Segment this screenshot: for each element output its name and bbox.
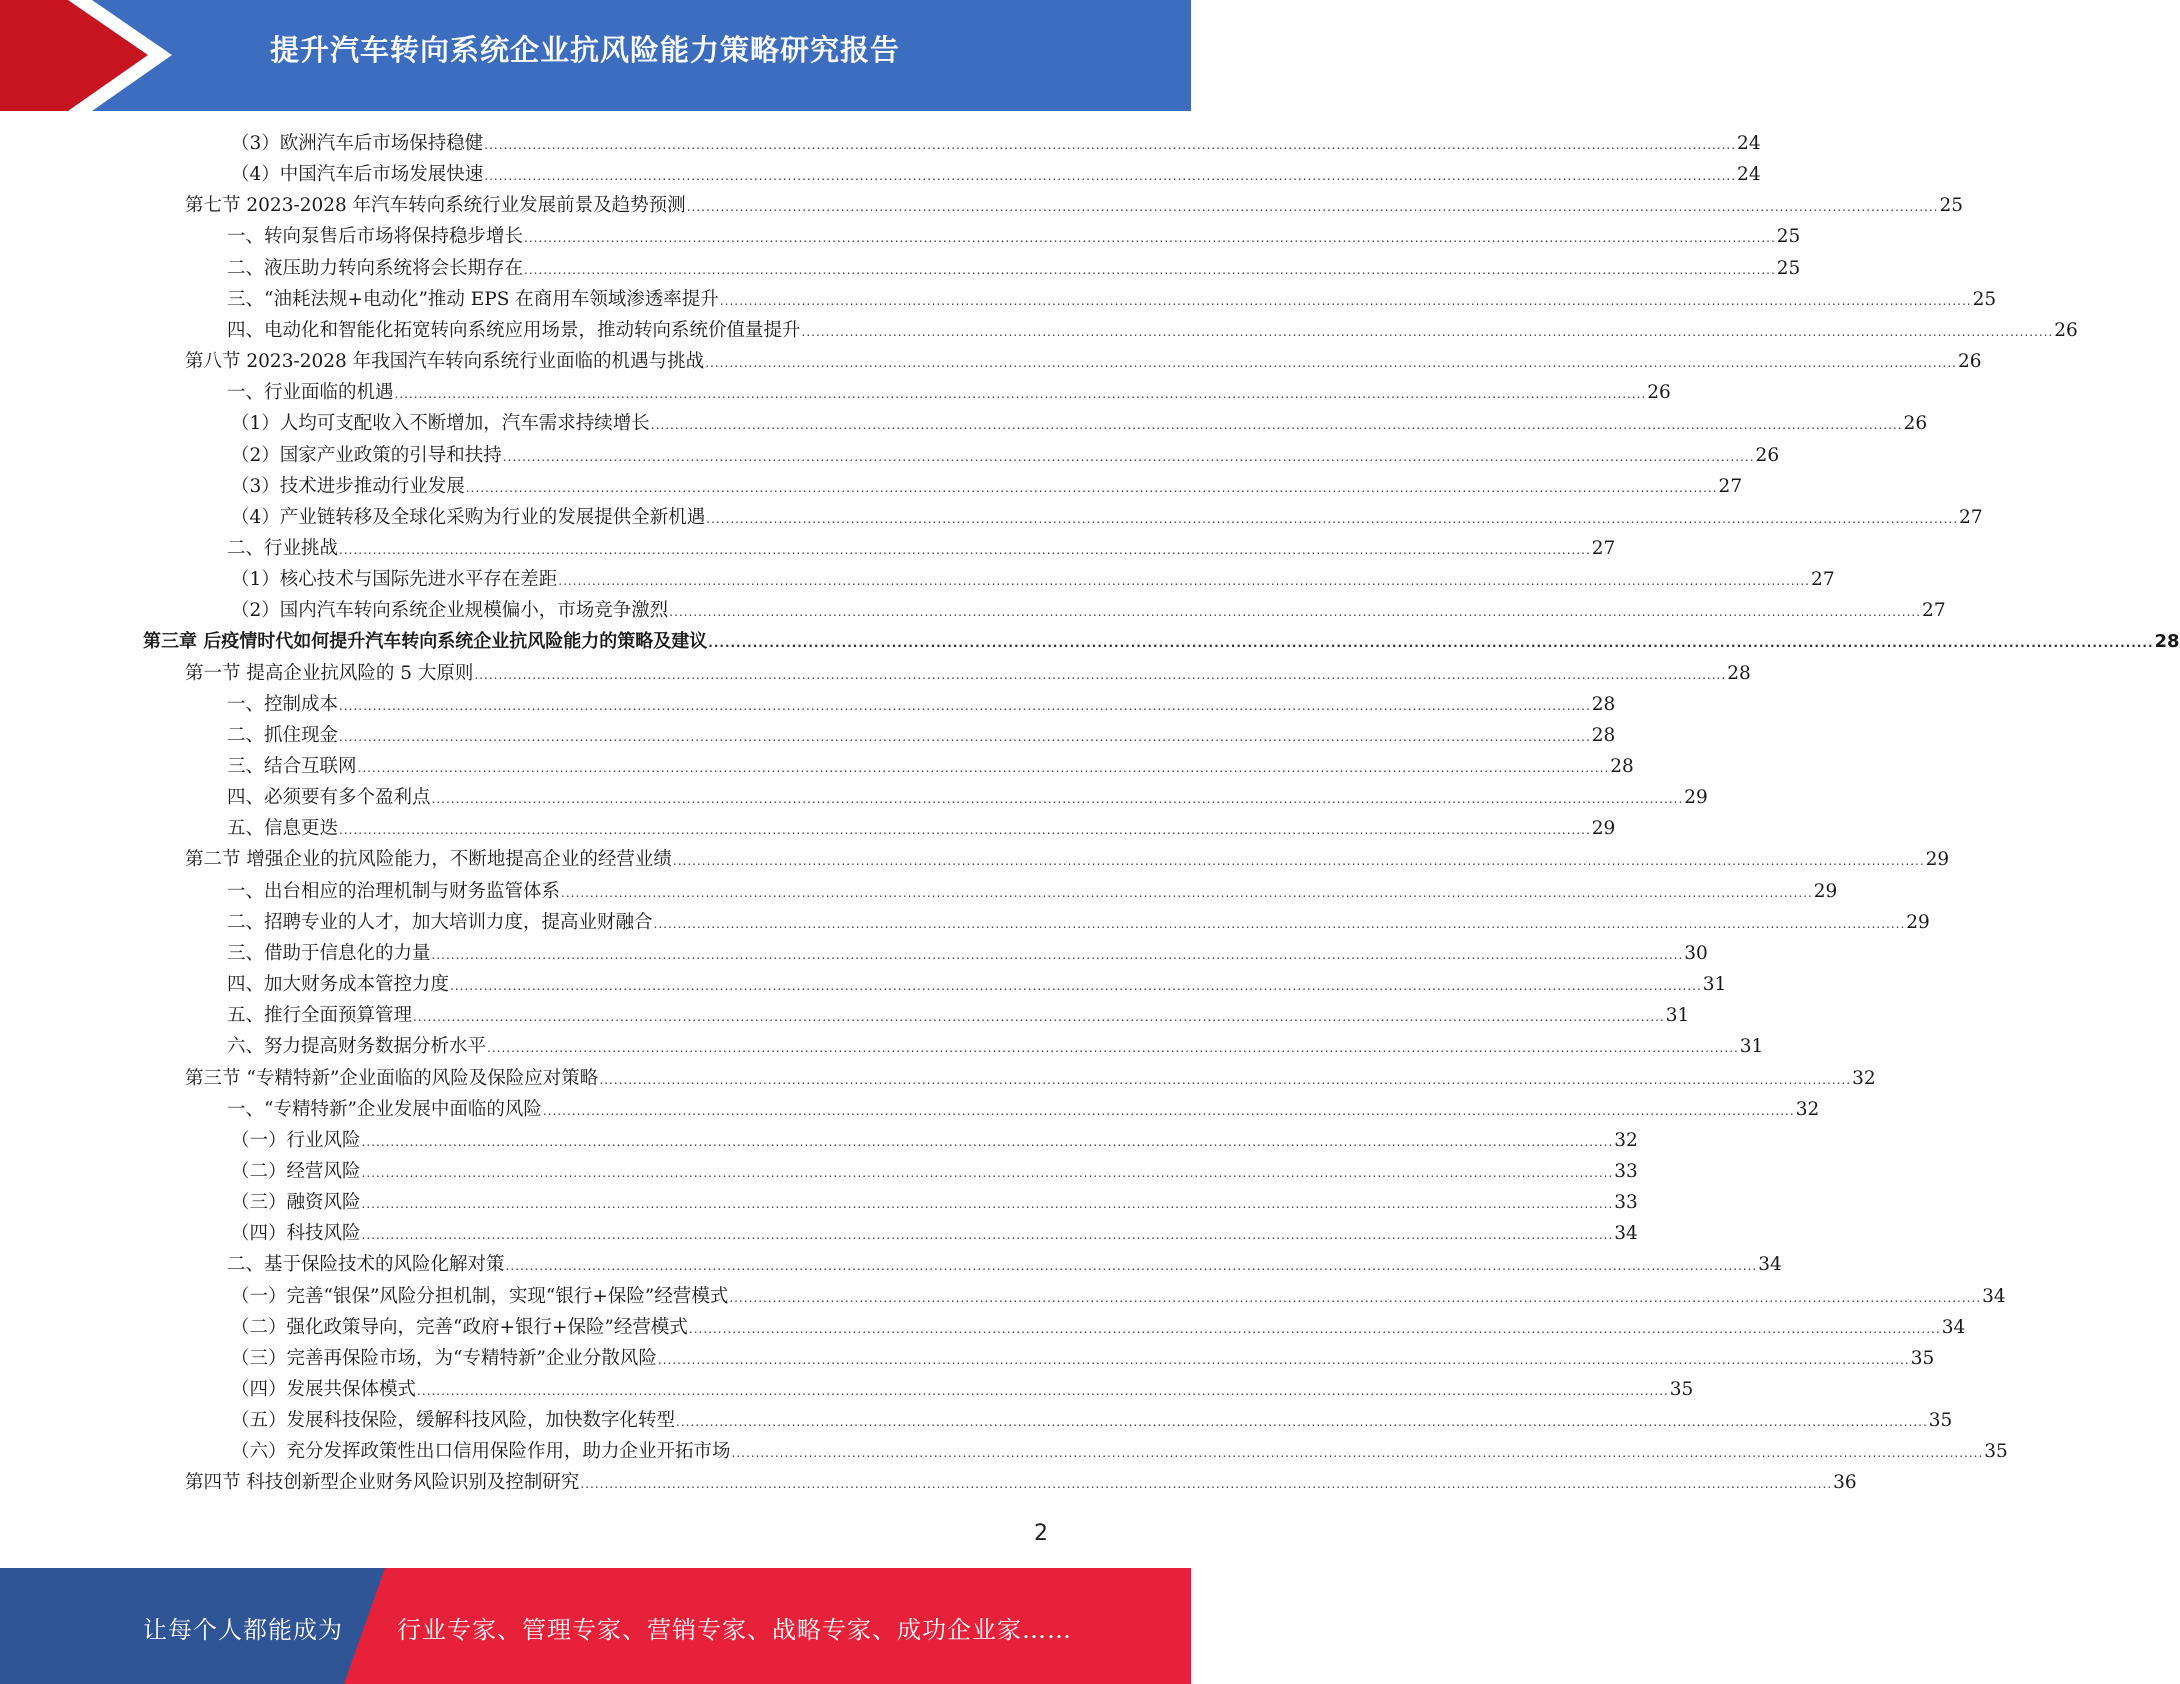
- toc-dot-leader: ....................................................................................................................................................................................................................................................................: [339, 698, 1591, 713]
- toc-entry-page: 26: [1903, 413, 1928, 435]
- toc-entry-page: 32: [1614, 1129, 1638, 1151]
- toc-entry-title: 一、行业面临的机遇: [227, 382, 394, 404]
- toc-entry-title: （四）科技风险: [231, 1223, 361, 1245]
- toc-entry[interactable]: [185, 190, 1963, 221]
- toc-entry-title: 一、控制成本: [227, 693, 339, 715]
- toc-entry[interactable]: [231, 471, 1743, 502]
- toc-entry[interactable]: [227, 969, 1727, 1000]
- toc-dot-leader: ....................................................................................................................................................................................................................................................................: [558, 574, 1811, 589]
- toc-dot-leader: ....................................................................................................................................................................................................................................................................: [731, 1446, 1984, 1461]
- toc-entry-title: （2）国内汽车转向系统企业规模偏小，市场竞争激烈: [231, 600, 669, 622]
- toc-entry-page: 33: [1614, 1192, 1638, 1214]
- toc-entry-title: 六、努力提高财务数据分析水平: [227, 1036, 487, 1058]
- toc-entry-title: （六）充分发挥政策性出口信用保险作用，助力企业开拓市场: [231, 1441, 731, 1463]
- toc-dot-leader: ....................................................................................................................................................................................................................................................................: [801, 324, 2054, 339]
- toc-entry-page: 31: [1702, 974, 1727, 996]
- toc-entry-title: （4）产业链转移及全球化采购为行业的发展提供全新机遇: [231, 506, 706, 528]
- toc-dot-leader: ....................................................................................................................................................................................................................................................................: [561, 885, 1813, 900]
- toc-entry[interactable]: [185, 1467, 1857, 1498]
- toc-dot-leader: ....................................................................................................................................................................................................................................................................: [653, 916, 1906, 931]
- toc-entry-title: （三）融资风险: [231, 1192, 361, 1214]
- toc-entry[interactable]: [227, 907, 1930, 938]
- toc-entry-title: 五、推行全面预算管理: [227, 1005, 413, 1027]
- toc-entry-title: 一、“专精特新”企业发展中面临的风险: [227, 1098, 542, 1120]
- toc-entry[interactable]: [231, 1218, 1638, 1249]
- toc-entry[interactable]: [227, 253, 1801, 284]
- toc-entry-page: 26: [2054, 319, 2078, 341]
- toc-dot-leader: ....................................................................................................................................................................................................................................................................: [729, 1290, 1982, 1305]
- toc-dot-leader: ....................................................................................................................................................................................................................................................................: [474, 667, 1727, 682]
- toc-entry-page: 35: [1669, 1379, 1694, 1400]
- toc-entry[interactable]: [227, 876, 1838, 907]
- toc-entry-title: 四、加大财务成本管控力度: [227, 974, 450, 996]
- toc-entry-page: 27: [1811, 569, 1835, 591]
- toc-entry[interactable]: [227, 377, 1671, 408]
- toc-entry-page: 25: [1776, 257, 1801, 279]
- toc-entry-page: 25: [1776, 226, 1801, 248]
- toc-dot-leader: ....................................................................................................................................................................................................................................................................: [361, 1228, 1614, 1243]
- toc-entry-page: 26: [1755, 444, 1780, 466]
- toc-entry-page: 29: [1906, 911, 1930, 933]
- toc-dot-leader: ....................................................................................................................................................................................................................................................................: [505, 1259, 1758, 1274]
- toc-entry-page: 29: [1591, 818, 1616, 840]
- toc-entry[interactable]: [227, 1249, 1782, 1280]
- page-number: 2: [1034, 1521, 1048, 1546]
- toc-entry[interactable]: [231, 1374, 1694, 1405]
- toc-entry-page: 26: [1957, 351, 1982, 373]
- toc-dot-leader: ....................................................................................................................................................................................................................................................................: [669, 605, 1922, 620]
- toc-entry[interactable]: [143, 626, 2180, 657]
- toc-dot-leader: ....................................................................................................................................................................................................................................................................: [450, 979, 1702, 994]
- toc-entry[interactable]: [185, 844, 1950, 875]
- toc-dot-leader: ....................................................................................................................................................................................................................................................................: [361, 1134, 1614, 1149]
- toc-entry[interactable]: [231, 502, 1983, 533]
- toc-dot-leader: ....................................................................................................................................................................................................................................................................: [650, 418, 1903, 433]
- toc-entry-title: （3）欧洲汽车后市场保持稳健: [231, 133, 484, 154]
- toc-dot-leader: ....................................................................................................................................................................................................................................................................: [361, 1197, 1614, 1212]
- toc-entry-title: 第八节 2023-2028 年我国汽车转向系统行业面临的机遇与挑战: [185, 351, 705, 373]
- toc-entry-title: （3）技术进步推动行业发展: [231, 475, 465, 497]
- toc-entry-page: 34: [1982, 1285, 2006, 1307]
- toc-entry[interactable]: [227, 1094, 1820, 1125]
- toc-entry[interactable]: [227, 221, 1801, 252]
- toc-entry[interactable]: [231, 1125, 1638, 1156]
- toc-dot-leader: ....................................................................................................................................................................................................................................................................: [417, 1384, 1669, 1398]
- toc-dot-leader: ....................................................................................................................................................................................................................................................................: [657, 1352, 1910, 1367]
- toc-entry-page: 35: [1984, 1441, 2008, 1463]
- toc-entry[interactable]: [231, 1281, 2006, 1312]
- toc-dot-leader: ....................................................................................................................................................................................................................................................................: [524, 262, 1776, 277]
- toc-entry[interactable]: [227, 938, 1708, 969]
- toc-entry[interactable]: [185, 658, 1751, 689]
- footer-slogan-left: 让每个人都能成为: [143, 1616, 343, 1644]
- toc-entry-page: 27: [1718, 475, 1743, 497]
- toc-entry-page: 29: [1925, 849, 1950, 871]
- toc-dot-leader: ....................................................................................................................................................................................................................................................................: [686, 200, 1939, 215]
- toc-dot-leader: ....................................................................................................................................................................................................................................................................: [487, 1041, 1739, 1056]
- footer-slogan-right: 行业专家、管理专家、营销专家、战略专家、成功企业家……: [397, 1616, 1072, 1644]
- toc-entry-title: 二、行业挑战: [227, 537, 339, 559]
- toc-entry[interactable]: [231, 595, 1946, 626]
- toc-entry-title: （二）强化政策导向，完善“政府+银行+保险”经营模式: [231, 1316, 688, 1338]
- toc-dot-leader: ....................................................................................................................................................................................................................................................................: [413, 1010, 1665, 1025]
- toc-entry[interactable]: [227, 533, 1616, 564]
- toc-entry-page: 35: [1928, 1410, 1953, 1432]
- toc-entry[interactable]: [231, 1156, 1638, 1187]
- toc-dot-leader: ....................................................................................................................................................................................................................................................................: [361, 1165, 1614, 1180]
- toc-entry-title: 第一节 提高企业抗风险的 5 大原则: [185, 662, 474, 684]
- toc-entry[interactable]: [231, 440, 1780, 471]
- toc-entry-page: 27: [1959, 506, 1983, 528]
- toc-entry[interactable]: [231, 1436, 2008, 1467]
- toc-dot-leader: ....................................................................................................................................................................................................................................................................: [339, 729, 1591, 744]
- toc-entry-page: 28: [2154, 631, 2180, 653]
- toc-dot-leader: ....................................................................................................................................................................................................................................................................: [676, 1415, 1928, 1430]
- toc-entry-title: 三、结合互联网: [227, 756, 357, 777]
- toc-entry-title: 二、抓住现金: [227, 724, 339, 746]
- toc-entry-page: 33: [1614, 1160, 1638, 1182]
- toc-entry-title: 一、转向泵售后市场将保持稳步增长: [227, 226, 524, 248]
- page-header: [0, 0, 1191, 111]
- toc-entry-title: 第二节 增强企业的抗风险能力，不断地提高企业的经营业绩: [185, 849, 672, 871]
- toc-dot-leader: ....................................................................................................................................................................................................................................................................: [580, 1477, 1833, 1492]
- toc-entry[interactable]: [227, 284, 1997, 315]
- toc-entry-page: 25: [1972, 288, 1997, 310]
- toc-entry[interactable]: [227, 751, 1634, 782]
- toc-entry-page: 35: [1910, 1347, 1935, 1369]
- toc-entry-page: 36: [1833, 1472, 1857, 1494]
- toc-entry-page: 30: [1684, 942, 1708, 964]
- toc-dot-leader: ....................................................................................................................................................................................................................................................................: [484, 138, 1737, 152]
- toc-entry-title: （2）国家产业政策的引导和扶持: [231, 444, 502, 466]
- toc-entry[interactable]: [231, 1187, 1638, 1218]
- toc-entry[interactable]: [227, 782, 1708, 813]
- toc-entry-title: 第七节 2023-2028 年汽车转向系统行业发展前景及趋势预测: [185, 195, 686, 217]
- toc-dot-leader: ....................................................................................................................................................................................................................................................................: [705, 356, 1957, 371]
- toc-dot-leader: ....................................................................................................................................................................................................................................................................: [339, 823, 1591, 838]
- toc-entry-page: 34: [1941, 1316, 1966, 1338]
- toc-entry[interactable]: [227, 813, 1616, 844]
- toc-dot-leader: ....................................................................................................................................................................................................................................................................: [706, 511, 1959, 526]
- toc-entry-title: 第四节 科技创新型企业财务风险识别及控制研究: [185, 1472, 580, 1494]
- toc-entry-title: 第三章 后疫情时代如何提升汽车转向系统企业抗风险能力的策略及建议: [143, 631, 708, 653]
- toc-entry[interactable]: [227, 1031, 1764, 1062]
- toc-entry-page: 34: [1758, 1254, 1782, 1276]
- toc-dot-leader: ....................................................................................................................................................................................................................................................................: [672, 854, 1925, 869]
- toc-entry[interactable]: [231, 128, 1761, 159]
- toc-entry-page: 28: [1591, 693, 1616, 715]
- toc-entry[interactable]: [231, 1343, 1935, 1374]
- toc-entry[interactable]: [227, 689, 1616, 720]
- toc-entry-page: 28: [1610, 756, 1634, 777]
- toc-entry-page: 27: [1922, 600, 1946, 622]
- toc-entry-title: （1）人均可支配收入不断增加，汽车需求持续增长: [231, 413, 650, 435]
- toc-entry-title: 二、液压助力转向系统将会长期存在: [227, 257, 524, 279]
- toc-entry-page: 24: [1737, 133, 1761, 154]
- toc-entry-page: 27: [1591, 537, 1616, 559]
- toc-entry-page: 28: [1591, 724, 1616, 746]
- report-title: 提升汽车转向系统企业抗风险能力策略研究报告: [270, 33, 901, 67]
- toc-entry-page: 28: [1727, 662, 1751, 684]
- toc-dot-leader: ....................................................................................................................................................................................................................................................................: [339, 542, 1591, 557]
- toc-entry-page: 32: [1795, 1098, 1820, 1120]
- toc-entry-title: 三、借助于信息化的力量: [227, 942, 431, 964]
- toc-entry-title: 四、电动化和智能化拓宽转向系统应用场景，推动转向系统价值量提升: [227, 319, 801, 341]
- toc-dot-leader: ....................................................................................................................................................................................................................................................................: [599, 1072, 1852, 1087]
- toc-entry-page: 24: [1737, 164, 1761, 186]
- toc-entry-title: （四）发展共保体模式: [231, 1379, 417, 1400]
- toc-entry-title: （1）核心技术与国际先进水平存在差距: [231, 569, 558, 591]
- toc-dot-leader: ....................................................................................................................................................................................................................................................................: [708, 636, 2154, 651]
- toc-entry-title: （4）中国汽车后市场发展快速: [231, 164, 484, 186]
- toc-entry-title: （二）经营风险: [231, 1160, 361, 1182]
- toc-dot-leader: ....................................................................................................................................................................................................................................................................: [465, 480, 1718, 495]
- toc-entry-page: 25: [1939, 195, 1963, 217]
- toc-dot-leader: ....................................................................................................................................................................................................................................................................: [431, 792, 1684, 807]
- toc-entry[interactable]: [231, 159, 1761, 190]
- toc-entry-title: 三、“油耗法规+电动化”推动 EPS 在商用车领域渗透率提升: [227, 288, 719, 310]
- toc-entry[interactable]: [227, 720, 1616, 751]
- toc-entry-title: （五）发展科技保险，缓解科技风险，加快数字化转型: [231, 1410, 676, 1432]
- toc-entry-title: 二、招聘专业的人才，加大培训力度，提高业财融合: [227, 911, 653, 933]
- toc-entry-page: 32: [1852, 1067, 1876, 1089]
- toc-dot-leader: ....................................................................................................................................................................................................................................................................: [394, 387, 1647, 402]
- toc-entry[interactable]: [231, 1405, 1953, 1436]
- toc-entry-page: 29: [1684, 787, 1708, 809]
- toc-entry-title: 一、出台相应的治理机制与财务监管体系: [227, 880, 561, 902]
- toc-dot-leader: ....................................................................................................................................................................................................................................................................: [484, 169, 1737, 184]
- toc-entry[interactable]: [231, 1312, 1966, 1343]
- toc-entry-page: 31: [1739, 1036, 1764, 1058]
- toc-dot-leader: ....................................................................................................................................................................................................................................................................: [524, 231, 1776, 246]
- toc-entry[interactable]: [231, 564, 1835, 595]
- toc-entry-title: 四、必须要有多个盈利点: [227, 787, 431, 809]
- toc-entry-title: 第三节 “专精特新”企业面临的风险及保险应对策略: [185, 1067, 599, 1089]
- toc-entry-title: 二、基于保险技术的风险化解对策: [227, 1254, 505, 1276]
- toc-dot-leader: ....................................................................................................................................................................................................................................................................: [502, 449, 1755, 464]
- toc-entry[interactable]: [227, 1000, 1690, 1031]
- toc-entry[interactable]: [231, 408, 1928, 439]
- toc-entry-title: 五、信息更迭: [227, 818, 339, 840]
- toc-entry-page: 31: [1665, 1005, 1690, 1027]
- toc-entry-title: （三）完善再保险市场，为“专精特新”企业分散风险: [231, 1347, 657, 1369]
- toc-dot-leader: ....................................................................................................................................................................................................................................................................: [719, 293, 1972, 308]
- toc-entry[interactable]: [185, 1063, 1876, 1094]
- toc-entry-title: （一）行业风险: [231, 1129, 361, 1151]
- toc-dot-leader: ....................................................................................................................................................................................................................................................................: [542, 1103, 1795, 1118]
- toc-dot-leader: ....................................................................................................................................................................................................................................................................: [688, 1321, 1941, 1336]
- toc-entry[interactable]: [185, 346, 1982, 377]
- toc-entry-page: 26: [1647, 382, 1671, 404]
- toc-entry[interactable]: [227, 315, 2078, 346]
- toc-entry-page: 29: [1813, 880, 1838, 902]
- toc-dot-leader: ....................................................................................................................................................................................................................................................................: [357, 761, 1610, 775]
- toc-entry-page: 34: [1614, 1223, 1638, 1245]
- toc-dot-leader: ....................................................................................................................................................................................................................................................................: [431, 947, 1684, 962]
- page-footer: [0, 1568, 1191, 1684]
- toc-entry-title: （一）完善“银保”风险分担机制，实现“银行+保险”经营模式: [231, 1285, 729, 1307]
